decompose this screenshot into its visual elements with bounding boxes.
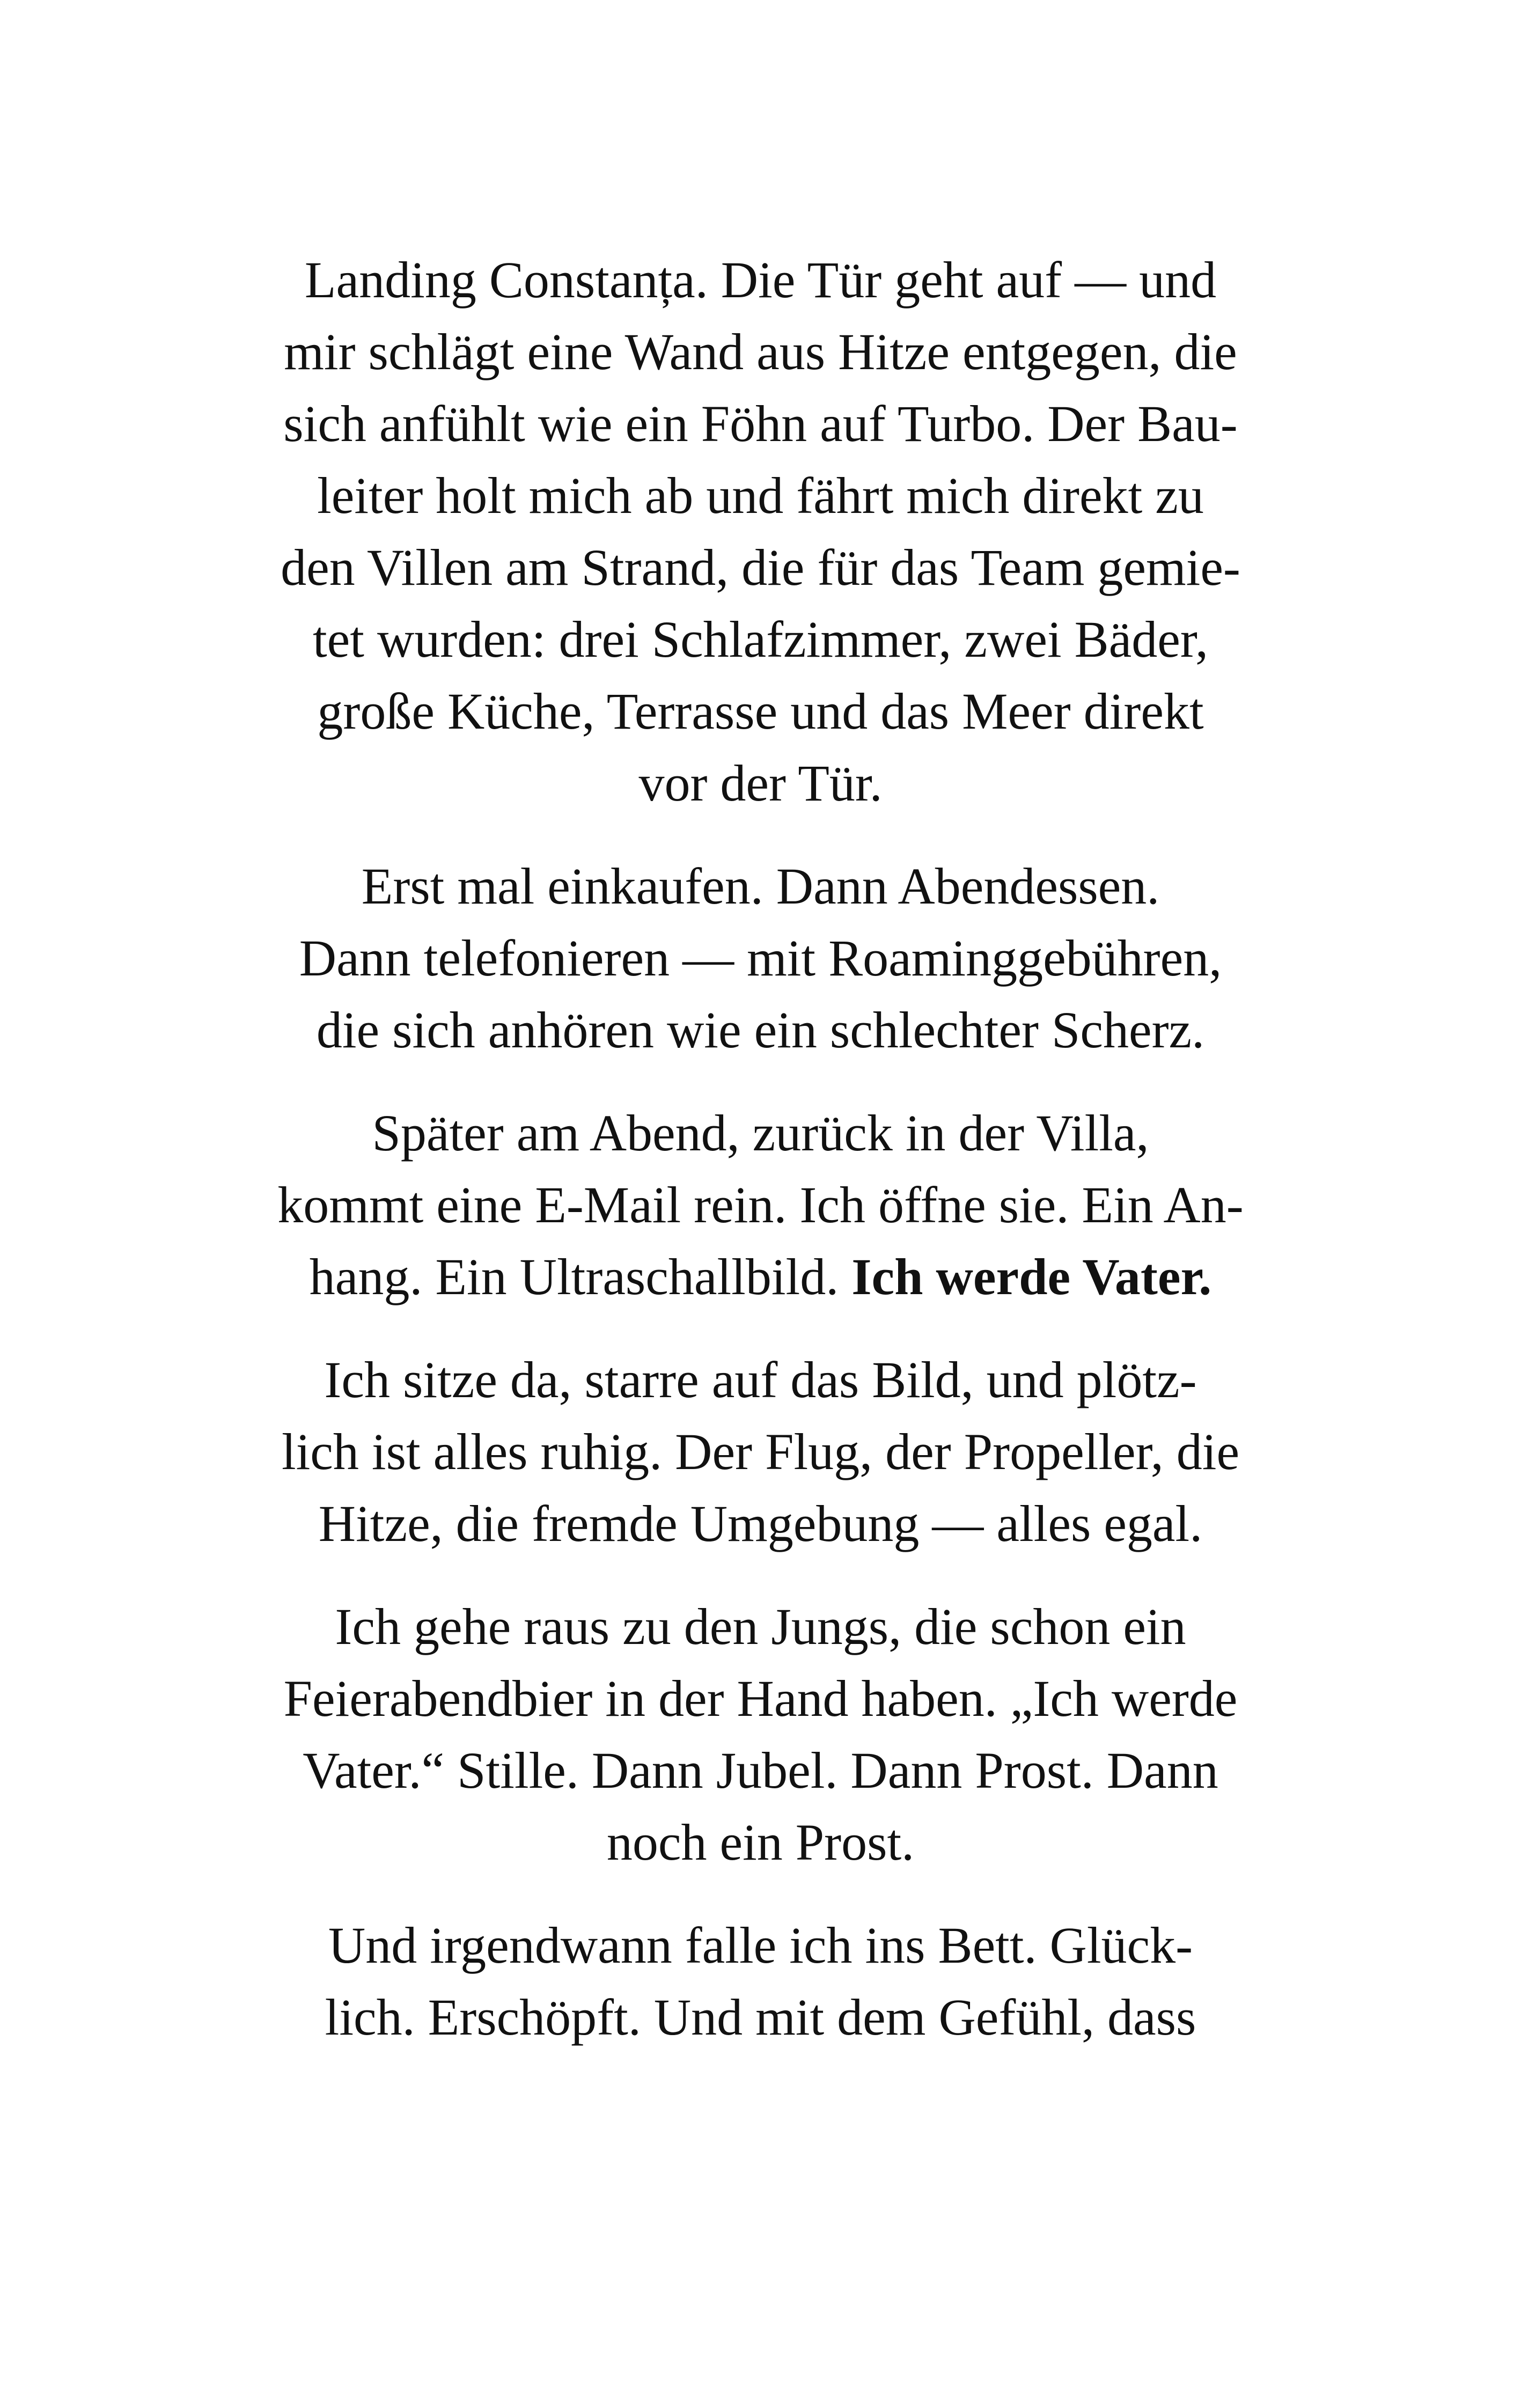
- text-line: die sich anhören wie ein schlechter Scherz.: [316, 1001, 1205, 1059]
- text-line: Vater.“ Stille. Dann Jubel. Dann Prost. Dann: [303, 1742, 1218, 1799]
- text-line: große Küche, Terrasse und das Meer direkt: [317, 682, 1204, 740]
- text-line: Ich gehe raus zu den Jungs, die schon ein: [335, 1598, 1186, 1655]
- text-line: den Villen am Strand, die für das Team gemie-: [281, 539, 1240, 596]
- text-line: Dann telefonieren — mit Roaminggebühren,: [299, 929, 1222, 987]
- paragraph-arrival: [188, 244, 1333, 819]
- text-line: lich ist alles ruhig. Der Flug, der Propeller, die: [281, 1423, 1240, 1480]
- text-line: Hitze, die fremde Umgebung — alles egal.: [318, 1495, 1203, 1552]
- text-run: hang. Ein Ultraschallbild.: [309, 1248, 852, 1305]
- bold-announcement: Ich werde Vater.: [851, 1248, 1212, 1305]
- text-line: Feierabendbier in der Hand haben. „Ich werde: [283, 1670, 1238, 1727]
- paragraph-shopping: [188, 850, 1333, 1066]
- text-line: tet wurden: drei Schlafzimmer, zwei Bäder,: [313, 611, 1208, 668]
- text-line: Und irgendwann falle ich ins Bett. Glück-: [328, 1917, 1193, 1974]
- text-line: Landing Constanța. Die Tür geht auf — und: [304, 251, 1217, 309]
- paragraph-stillness: [188, 1344, 1333, 1560]
- text-line: mir schlägt eine Wand aus Hitze entgegen, die: [284, 323, 1237, 380]
- text-line: sich anfühlt wie ein Föhn auf Turbo. Der Bau-: [283, 395, 1238, 452]
- text-line: [188, 1241, 1333, 1313]
- text-line: Ich sitze da, starre auf das Bild, und plötz-: [324, 1351, 1197, 1408]
- text-line: noch ein Prost.: [606, 1814, 915, 1871]
- text-line: lich. Erschöpft. Und mit dem Gefühl, dass: [325, 1988, 1196, 2046]
- text-line: leiter holt mich ab und fährt mich direkt zu: [317, 467, 1204, 524]
- text-line: Später am Abend, zurück in der Villa,: [372, 1104, 1149, 1162]
- body-text: [188, 244, 1333, 2084]
- text-line: Erst mal einkaufen. Dann Abendessen.: [361, 857, 1160, 915]
- paragraph-email: [188, 1097, 1333, 1313]
- paragraph-bed: [188, 1910, 1333, 2053]
- text-line: kommt eine E-Mail rein. Ich öffne sie. Ein An-: [277, 1176, 1244, 1234]
- text-line: vor der Tür.: [638, 754, 883, 812]
- paragraph-celebration: [188, 1591, 1333, 1878]
